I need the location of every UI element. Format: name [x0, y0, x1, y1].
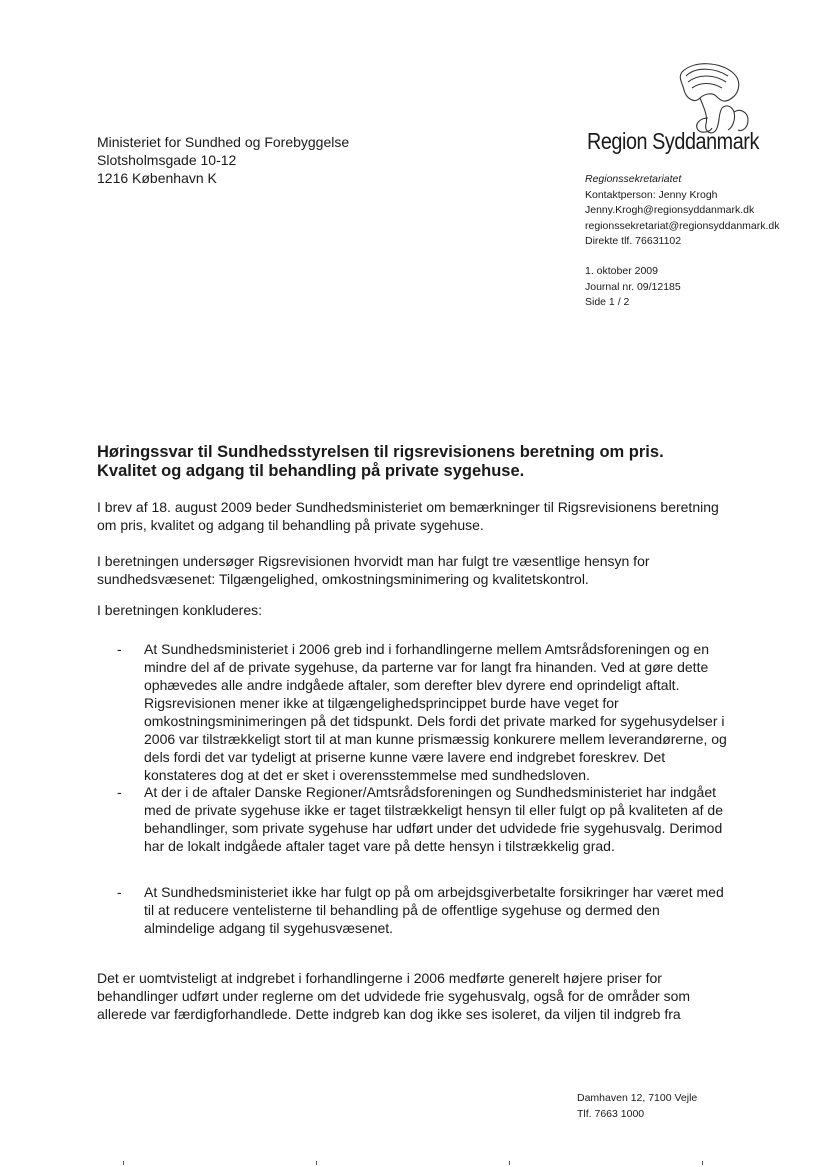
scan-mark [509, 1161, 510, 1165]
text-line: I beretningen undersøger Rigsrevisionen hvorvidt man har fulgt tre væsentlige hensyn for [97, 553, 650, 569]
page-number: Side 1 / 2 [585, 296, 630, 308]
footer-address [577, 1091, 697, 1122]
text-line: At der i de aftaler Danske Regioner/Amtsrådsforeningen og Sundhedsministeriet har indgået [144, 784, 716, 800]
sender-department: Regionssekretariatet [585, 173, 682, 185]
text-line: Det er uomtvisteligt at indgrebet i forhandlingerne i 2006 medførte generelt højere priser for [97, 970, 662, 986]
sender-info [585, 172, 780, 250]
text-line: I beretningen konkluderes: [97, 602, 262, 618]
paragraph-4 [97, 969, 797, 1023]
scan-mark [702, 1161, 703, 1165]
recipient-address [97, 133, 349, 187]
text-line: behandlinger udført under reglerne om det udvidede frie sygehusvalg, også for de områder som [97, 988, 691, 1004]
text-line: ophævedes alle andre indgåede aftaler, som derefter blev dyrere end oprindeligt aftalt. [144, 677, 680, 693]
scan-mark [123, 1161, 124, 1165]
text-line: om pris, kvalitet og adgang til behandling på private sygehuse. [97, 517, 484, 533]
brand-name: Region Syddanmark [587, 128, 759, 154]
text-line: allerede var færdigforhandlede. Dette indgreb kan dog ikke ses isoleret, da viljen til indgreb fra [97, 1006, 681, 1022]
letter-meta [585, 264, 681, 311]
recipient-line: Ministeriet for Sundhed og Forebyggelse [97, 134, 350, 150]
text-line: har de lokalt indgåede aftaler taget vare på dette hensyn i tilstrækkelig grad. [144, 838, 615, 854]
text-line: At Sundhedsministeriet ikke har fulgt op på om arbejdsgiverbetalte forsikringer har været med [144, 884, 724, 900]
text-line: til at reducere ventelisterne til behandling på de offentlige sygehuse og dermed den [144, 902, 660, 918]
recipient-line: Slotsholmsgade 10-12 [97, 152, 237, 168]
heading-line: Høringssvar til Sundhedsstyrelsen til rigsrevisionens beretning om pris. [97, 443, 664, 461]
bullet-marker: - [117, 641, 122, 657]
text-line: 2006 var tilstrækkeligt stort til at man kunne prismæssig konkurere mellem leverandørerne, og [144, 731, 727, 747]
text-line: konstateres dog at det er sket i overensstemmelse med sundhedsloven. [144, 767, 590, 783]
letter-date: 1. oktober 2009 [585, 265, 658, 277]
sender-email-dept: regionssekretariat@regionsyddanmark.dk [585, 219, 780, 232]
bullet-marker: - [117, 884, 122, 900]
heading-line: Kvalitet og adgang til behandling på private sygehuse. [97, 462, 525, 480]
text-line: omkostningsminimeringen på det tidspunkt. Dels fordi det private marked for sygehusydelser i [144, 713, 725, 729]
sender-contact: Kontaktperson: Jenny Krogh [585, 188, 718, 201]
text-line: dels fordi det var tydeligt at priserne kunne være lavere end indgrebet foreskrev. Det [144, 749, 666, 765]
sender-phone: Direkte tlf. 76631102 [585, 235, 682, 247]
paragraph-1 [97, 498, 797, 534]
scan-mark [316, 1161, 317, 1165]
bullet-marker: - [117, 784, 122, 800]
text-line: sundhedsvæsenet: Tilgængelighed, omkostningsminimering og kvalitetskontrol. [97, 571, 589, 587]
text-line: med de private sygehuse ikke er taget tilstrækkeligt hensyn til eller fulgt op på kvaliteten af de [144, 802, 723, 818]
footer-street: Damhaven 12, 7100 Vejle [577, 1092, 698, 1104]
document-heading [97, 443, 777, 481]
sender-email-person: Jenny.Krogh@regionsyddanmark.dk [585, 204, 755, 216]
text-line: At Sundhedsministeriet i 2006 greb ind i forhandlingerne mellem Amtsrådsforeningen og en [144, 641, 710, 657]
text-line: Rigsrevisionen mener ikke at tilgængelighedsprincippet burde have veget for [144, 695, 619, 711]
text-line: mindre del af de private sygehuse, da parterne var for langt fra hinanden. Ved at gøre dette [144, 659, 709, 675]
journal-number: Journal nr. 09/12185 [585, 280, 681, 293]
paragraph-3 [97, 601, 797, 619]
paragraph-2 [97, 552, 797, 588]
footer-phone: Tlf. 7663 1000 [577, 1107, 645, 1120]
text-line: behandlinger, som private sygehuse har udført under det udvidede frie sygehusvalg. Derimod [144, 820, 723, 836]
recipient-line: 1216 København K [97, 170, 217, 186]
text-line: I brev af 18. august 2009 beder Sundhedsministeriet om bemærkninger til Rigsrevisionens beretning [97, 499, 719, 515]
text-line: almindelige adgang til sygehusvæsenet. [144, 920, 394, 936]
